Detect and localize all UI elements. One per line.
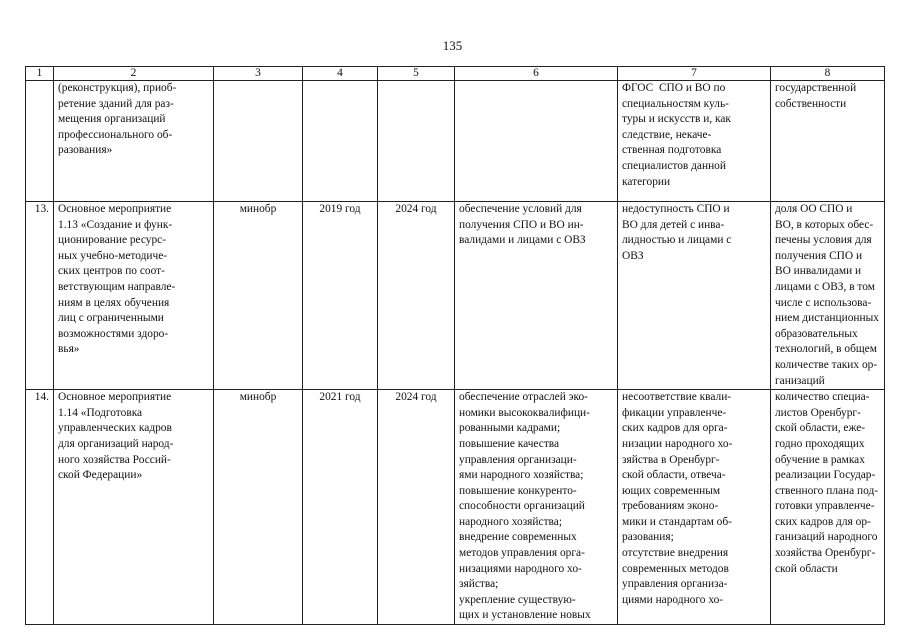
column-number-row [26,67,885,81]
header-cell: 7 [618,67,771,81]
page-number: 135 [442,38,463,53]
row-number [26,81,54,202]
start-year: 2021 год [303,390,378,625]
expected-result: обеспечение условий для получения СПО и ВО ин- валидами и лицами с ОВЗ [455,202,618,390]
executor: минобр [214,390,303,625]
measures-table [25,66,885,625]
indicator: государственной собственности [771,81,885,202]
expected-result [455,81,618,202]
header-cell: 6 [455,67,618,81]
header-cell: 8 [771,67,885,81]
non-implementation-consequence: недоступность СПО и ВО для детей с инва- лидностью и лицами с ОВЗ [618,202,771,390]
measure-name: (реконструкция), приоб- ретение зданий для раз- мещения организаций профессионального об- разования» [54,81,214,202]
start-year [303,81,378,202]
non-implementation-consequence: ФГОС СПО и ВО по специальностям куль- туры и искусств и, как следствие, некаче- ственная подготовка специалистов данной категории [618,81,771,202]
non-implementation-consequence: несоответствие квали- фикации управленче- ских кадров для орга- низации народного хо- зяйства в Оренбург- ской области, отвеча- ющих современным требованиям эконо- мики и стандартам об- разования; отсутствие внедрения современных методов управления организа- циями народного хо- [618,390,771,625]
executor: минобр [214,202,303,390]
measure-name: Основное мероприятие 1.13 «Создание и функ- ционирование ресурс- ных учебно-методиче- ских центров по соот- ветствующим направле- ниям в целях обучения лиц с ограниченными возможностями здоро- вья» [54,202,214,390]
header-cell: 1 [26,67,54,81]
indicator: доля ОО СПО и ВО, в которых обес- печены условия для получения СПО и ВО инвалидами и лицами с ОВЗ, в том числе с использова- нием дистанционных образовательных технологий, в общем количестве таких ор- ганизаций [771,202,885,390]
header-cell: 2 [54,67,214,81]
header-cell: 3 [214,67,303,81]
measure-name: Основное мероприятие 1.14 «Подготовка управленческих кадров для организаций народ- ного хозяйства Россий- ской Федерации» [54,390,214,625]
table-row [26,81,885,202]
executor [214,81,303,202]
header-cell: 5 [378,67,455,81]
table-row [26,390,885,625]
start-year: 2019 год [303,202,378,390]
end-year [378,81,455,202]
end-year: 2024 год [378,202,455,390]
expected-result: обеспечение отраслей эко- номики высококвалифици- рованными кадрами; повышение качества управления организаци- ями народного хозяйства; повышение конкуренто- способности организаций народного хозяйства; внедрение современных методов управления орга- низациями народного хо- зяйства; укрепление существую- щих и установление новых [455,390,618,625]
table-row [26,202,885,390]
header-cell: 4 [303,67,378,81]
indicator: количество специа- листов Оренбург- ской области, еже- годно проходящих обучение в рамках реализации Государ- ственного плана под- готовки управленче- ских кадров для ор- ганизаций народного хозяйства Оренбург- ской области [771,390,885,625]
row-number: 14. [26,390,54,625]
end-year: 2024 год [378,390,455,625]
row-number: 13. [26,202,54,390]
